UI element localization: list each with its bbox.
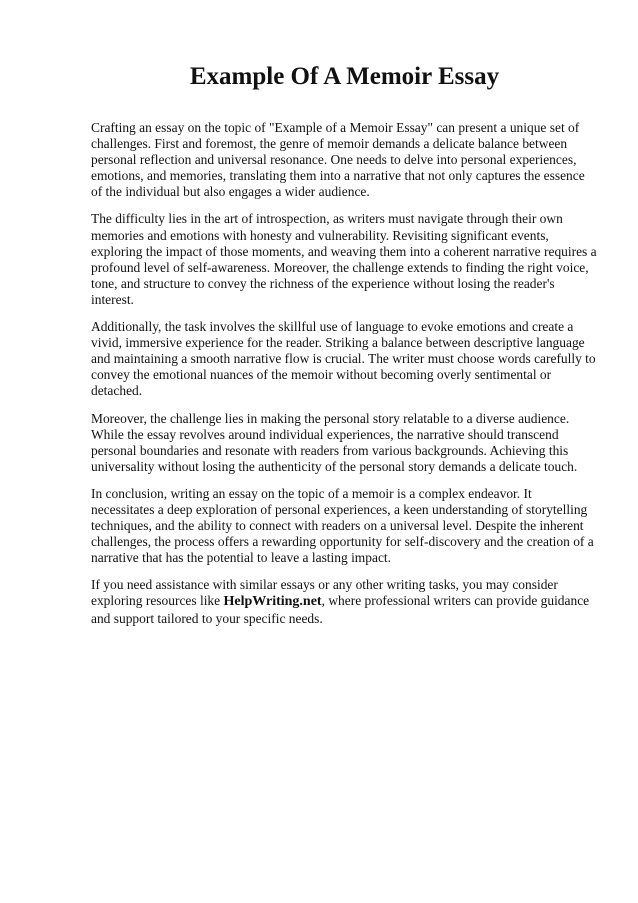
paragraph-1: Crafting an essay on the topic of "Example of a Memoir Essay" can present a unique set of challenges. First and foremost, the genre of memoir demands a delicate balance between personal reflection and universal resonance. One needs to delve into personal experiences, emotions, and memories, translating them into a narrative that not only captures the essence of the individual but also engages a wider audience.	[91, 120, 585, 200]
page-title: Example Of A Memoir Essay	[189, 63, 500, 90]
essay-body	[91, 120, 598, 627]
closing-paragraph	[91, 577, 598, 626]
brand-name: HelpWriting.net	[223, 594, 322, 610]
paragraph-4: Moreover, the challenge lies in making the personal story relatable to a diverse audience. While the essay revolves around individual experiences, the narrative should transcend personal boundaries and resonate with readers from various backgrounds. Achieving this universality without losing the authenticity of the personal story demands a delicate touch.	[91, 410, 578, 474]
closing-text-before: If you need assistance with similar essays or any other writing tasks, you may consider exploring resources like	[91, 577, 558, 609]
closing-text-after: , where professional writers can provide guidance and support tailored to your specific needs.	[91, 593, 590, 626]
paragraph-5: In conclusion, writing an essay on the topic of a memoir is a complex endeavor. It necessitates a deep exploration of personal experiences, a keen understanding of storytelling techniques, and the ability to connect with readers on a universal level. Despite the inherent challenges, the process offers a rewarding opportunity for self-discovery and the creation of a narrative that has the potential to leave a lasting impact.	[91, 485, 594, 566]
paragraph-2: The difficulty lies in the art of introspection, as writers must navigate through their own memories and emotions with honesty and vulnerability. Revisiting significant events, exploring the impact of those moments, and weaving them into a coherent narrative requires a profound level of self-awareness. Moreover, the challenge extends to finding the right voice, tone, and structure to convey the richness of the experience without losing the reader's interest.	[91, 211, 597, 307]
paragraph-3: Additionally, the task involves the skillful use of language to evoke emotions and create a vivid, immersive experience for the reader. Striking a balance between descriptive language and maintaining a smooth narrative flow is crucial. The writer must choose words carefully to convey the emotional nuances of the memoir without becoming overly sentimental or detached.	[91, 319, 596, 399]
